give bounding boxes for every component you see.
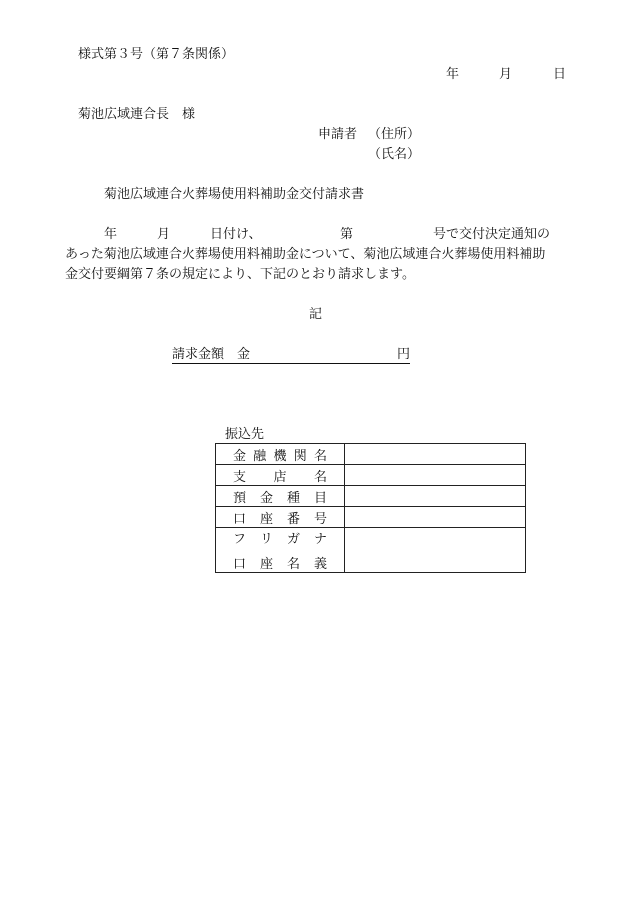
table-row [216, 486, 526, 507]
account-holder-label [216, 528, 345, 573]
bank-name-label [216, 444, 345, 465]
body-line-2: あった菊池広域連合火葬場使用料補助金について、菊池広域連合火葬場使用料補助 [65, 247, 546, 262]
account-number-label [216, 507, 345, 528]
label-char: 店 [273, 469, 287, 485]
document-title: 菊池広域連合火葬場使用料補助金交付請求書 [104, 187, 365, 202]
date-month-label: 月 [499, 67, 513, 82]
bank-info-table [215, 443, 526, 573]
table-row [216, 444, 526, 465]
label-char: 義 [313, 557, 327, 572]
label-char: リ [259, 532, 273, 547]
account-holder-value[interactable] [345, 528, 526, 573]
label-char: 金 [259, 490, 273, 506]
form-number: 様式第３号（第７条関係） [78, 47, 235, 62]
applicant-label: 申請者 [318, 127, 358, 142]
label-char: 金 [233, 448, 247, 464]
label-char: 機 [273, 448, 287, 464]
label-char: 目 [313, 490, 327, 506]
label-char: 番 [286, 511, 300, 527]
label-char: 座 [259, 511, 273, 527]
body-dated: 日付け、 [210, 227, 262, 242]
deposit-type-value[interactable] [345, 486, 526, 507]
table-row [216, 465, 526, 486]
body-month: 月 [157, 227, 171, 242]
amount-unit: 円 [396, 347, 410, 362]
label-char: 関 [293, 448, 307, 464]
deposit-type-label [216, 486, 345, 507]
label-char: 名 [313, 448, 327, 464]
branch-name-value[interactable] [345, 465, 526, 486]
bank-title: 振込先 [225, 427, 265, 442]
amount-label: 請求金額 金 [172, 347, 251, 362]
branch-name-label [216, 465, 345, 486]
label-char: ガ [286, 532, 300, 547]
amount-line [172, 348, 410, 364]
table-row [216, 528, 526, 573]
label-char: 口 [233, 557, 247, 572]
account-number-value[interactable] [345, 507, 526, 528]
date-year-label: 年 [446, 67, 460, 82]
body-line-3: 金交付要綱第７条の規定により、下記のとおり請求します。 [65, 267, 415, 282]
ki-heading: 記 [309, 307, 323, 322]
bank-name-value[interactable] [345, 444, 526, 465]
label-char: 号 [313, 511, 327, 527]
label-char: 支 [233, 469, 247, 485]
label-char: 名 [286, 557, 300, 572]
applicant-name-label: （氏名） [368, 147, 421, 162]
table-row [216, 507, 526, 528]
addressee: 菊池広域連合長 様 [78, 107, 196, 122]
label-char: 口 [233, 511, 247, 527]
label-char: 種 [286, 490, 300, 506]
applicant-address-label: （住所） [368, 127, 421, 142]
date-day-label: 日 [553, 67, 567, 82]
label-char: フ [233, 532, 247, 547]
body-dai: 第 [340, 227, 354, 242]
label-char: ナ [313, 532, 327, 547]
label-char: 預 [233, 490, 247, 506]
body-go: 号で交付決定通知の [433, 227, 551, 242]
label-char: 名 [313, 469, 327, 485]
body-year: 年 [104, 227, 118, 242]
label-char: 融 [253, 448, 267, 464]
label-char: 座 [259, 557, 273, 572]
